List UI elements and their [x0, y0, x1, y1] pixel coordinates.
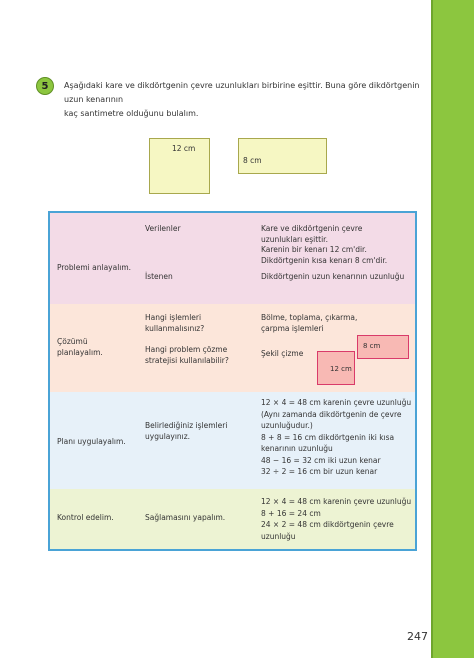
- table-row-plan: [50, 304, 415, 392]
- answer-cell: [261, 224, 387, 266]
- answer-cell: Dikdörtgenin uzun kenarının uzunluğu: [261, 272, 405, 281]
- answer-line: 24 × 2 = 48 cm dikdörtgenin çevre: [261, 520, 394, 529]
- problem-solving-table: [48, 211, 417, 551]
- pink-square-figure: [317, 351, 355, 385]
- stage-label: Planı uygulayalım.: [57, 437, 126, 446]
- answer-line: Karenin bir kenarı 12 cm'dir.: [261, 245, 367, 254]
- answer-line: (Aynı zamanda dikdörtgenin de çevre: [261, 409, 402, 419]
- stage-label-line: planlayalım.: [57, 347, 103, 357]
- table-row-understand: [50, 213, 415, 304]
- answer-line: kenarının uzunluğu: [261, 444, 333, 453]
- stage-label: [57, 337, 103, 358]
- answer-cell: [261, 496, 411, 542]
- question-cell: [145, 313, 204, 334]
- answer-line: 32 ÷ 2 = 16 cm bir uzun kenar: [261, 467, 378, 476]
- answer-line: çarpma işlemleri: [261, 323, 324, 333]
- answer-line: 12 × 4 = 48 cm karenin çevre uzunluğu: [261, 497, 412, 506]
- question-text: [64, 79, 436, 121]
- rectangle-figure: [238, 138, 327, 174]
- answer-cell: [261, 397, 411, 478]
- question-cell: [145, 345, 229, 366]
- square-figure: [149, 138, 210, 194]
- answer-line: Dikdörtgenin kısa kenarı 8 cm'dir.: [261, 255, 388, 265]
- question-cell: Verilenler: [145, 224, 181, 233]
- stage-label-line: Çözümü: [57, 337, 88, 346]
- answer-line: 8 + 8 = 16 cm dikdörtgenin iki kısa: [261, 432, 395, 442]
- answer-line: Bölme, toplama, çıkarma,: [261, 313, 358, 322]
- table-row-check: [50, 489, 415, 549]
- question-line: Hangi işlemleri: [145, 313, 202, 322]
- question-text-line2: kaç santimetre olduğunu bulalım.: [64, 109, 199, 118]
- answer-line: uzunlukları eşittir.: [261, 234, 328, 244]
- answer-line: Kare ve dikdörtgenin çevre: [261, 224, 363, 233]
- rectangle-figure-label: 8 cm: [243, 156, 262, 165]
- table-row-apply: [50, 392, 415, 489]
- stage-label: Kontrol edelim.: [57, 513, 114, 522]
- answer-line: 48 − 16 = 32 cm iki uzun kenar: [261, 455, 381, 465]
- answer-line: uzunluğudur.): [261, 421, 313, 430]
- pink-rectangle-figure: [357, 335, 409, 359]
- question-text-line1: Aşağıdaki kare ve dikdörtgenin çevre uzunlukları birbirine eşittir. Buna göre dikdörtgenin uzun kenarının: [64, 81, 420, 104]
- question-line: kullanmalısınız?: [145, 323, 205, 333]
- pink-square-label: 12 cm: [330, 365, 352, 373]
- question-line: Hangi problem çözme: [145, 345, 228, 354]
- question-line: uygulayınız.: [145, 431, 191, 441]
- stage-label: Problemi anlayalım.: [57, 263, 132, 272]
- page-number: 247: [407, 630, 428, 643]
- answer-cell: Şekil çizme: [261, 349, 304, 358]
- answer-line: 12 × 4 = 48 cm karenin çevre uzunluğu: [261, 398, 412, 407]
- answer-line: 8 + 16 = 24 cm: [261, 508, 321, 518]
- answer-line: uzunluğu: [261, 531, 296, 541]
- question-cell: İstenen: [145, 272, 173, 281]
- question-number-badge: [36, 77, 54, 95]
- question-cell: [145, 421, 227, 442]
- question-line: stratejisi kullanılabilir?: [145, 355, 229, 365]
- answer-cell: [261, 313, 357, 334]
- square-figure-label: 12 cm: [172, 144, 196, 153]
- question-number: 5: [41, 80, 49, 92]
- question-line: Belirlediğiniz işlemleri: [145, 421, 228, 430]
- question-cell: Sağlamasını yapalım.: [145, 513, 226, 522]
- pink-rectangle-label: 8 cm: [363, 342, 381, 350]
- side-bar: [433, 0, 474, 658]
